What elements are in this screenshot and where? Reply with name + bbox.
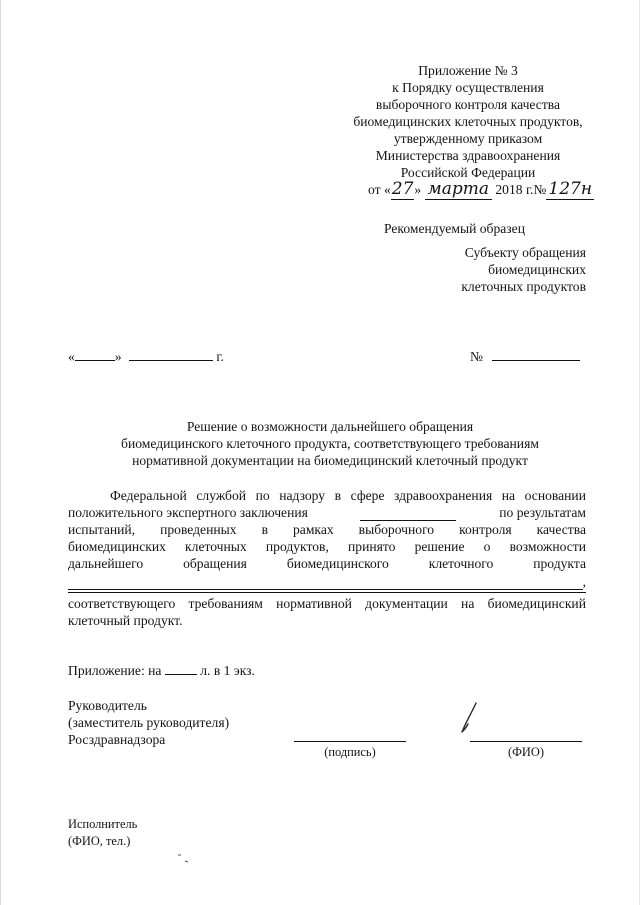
body-line: соответствующего требованиям нормативной документации на биомедицинский bbox=[68, 592, 586, 612]
addressee-block bbox=[400, 244, 586, 295]
month-blank bbox=[129, 348, 213, 361]
header-line: Министерства здравоохранения bbox=[375, 148, 561, 163]
signature-caption: (подпись) bbox=[324, 745, 376, 759]
header-line: Приложение № 3 bbox=[418, 63, 518, 78]
body-line: испытаний, проведенных в рамках выборочного контроля качества bbox=[68, 522, 586, 537]
signature-line bbox=[294, 741, 406, 742]
header-line: выборочного контроля качества bbox=[375, 97, 561, 112]
name-line bbox=[470, 741, 582, 742]
name-caption: (ФИО) bbox=[508, 745, 544, 759]
header-line: биомедицинских клеточных продуктов, bbox=[353, 114, 583, 129]
order-date-line: от «27» марта 2018 г.№ 127н bbox=[368, 179, 593, 199]
handwritten-month: марта bbox=[425, 179, 492, 200]
attachment-line: Приложение: на л. в 1 экз. bbox=[68, 663, 255, 678]
conclusion-blank bbox=[360, 508, 456, 521]
sheets-blank bbox=[165, 662, 197, 675]
day-blank bbox=[75, 348, 115, 361]
body-line: клеточный продукт. bbox=[68, 613, 183, 628]
executor-line: Исполнитель bbox=[68, 817, 138, 831]
decision-number-row: № bbox=[470, 348, 580, 365]
body-line: дальнейшего обращения биомедицинского клеточного продукта bbox=[68, 556, 586, 571]
scan-speck bbox=[176, 852, 192, 866]
signatory-line: Росздравнадзора bbox=[68, 732, 166, 747]
appendix-header bbox=[318, 62, 618, 181]
decision-body bbox=[68, 487, 586, 629]
title-line: Решение о возможности дальнейшего обращения bbox=[186, 419, 474, 434]
pen-mark bbox=[456, 700, 484, 736]
addressee-line: биомедицинских bbox=[488, 262, 586, 277]
signatory-line: (заместитель руководителя) bbox=[68, 715, 230, 730]
header-line: утвержденному приказом bbox=[393, 131, 543, 146]
handwritten-day: 27 bbox=[391, 179, 414, 199]
body-line: биомедицинских клеточных продуктов, принято решение о возможности bbox=[68, 539, 586, 554]
header-line: к Порядку осуществления bbox=[392, 80, 544, 95]
header-line: Российской Федерации bbox=[400, 165, 536, 180]
signatory-line: Руководитель bbox=[68, 698, 147, 713]
addressee-line: Субъекту обращения bbox=[464, 245, 586, 260]
executor-block bbox=[68, 816, 137, 850]
decision-title bbox=[60, 418, 600, 469]
number-blank bbox=[492, 348, 580, 361]
handwritten-order-number: 127н bbox=[548, 179, 593, 199]
body-line-2: положительного экспертного заключения по результатам bbox=[68, 505, 586, 520]
product-name-blank bbox=[68, 575, 583, 590]
signatory-block bbox=[68, 697, 229, 748]
body-line: Федеральной службой по надзору в сфере здравоохранения на основании bbox=[110, 488, 586, 503]
title-line: биомедицинского клеточного продукта, соответствующего требованиям bbox=[121, 436, 539, 451]
executor-line: (ФИО, тел.) bbox=[68, 834, 131, 848]
title-line: нормативной документации на биомедицинский клеточный продукт bbox=[132, 453, 528, 468]
product-blank-line: , bbox=[68, 572, 586, 590]
addressee-line: клеточных продуктов bbox=[461, 279, 586, 294]
sample-label: Рекомендуемый образец bbox=[384, 221, 525, 236]
decision-date-row: « » г. bbox=[68, 349, 224, 364]
